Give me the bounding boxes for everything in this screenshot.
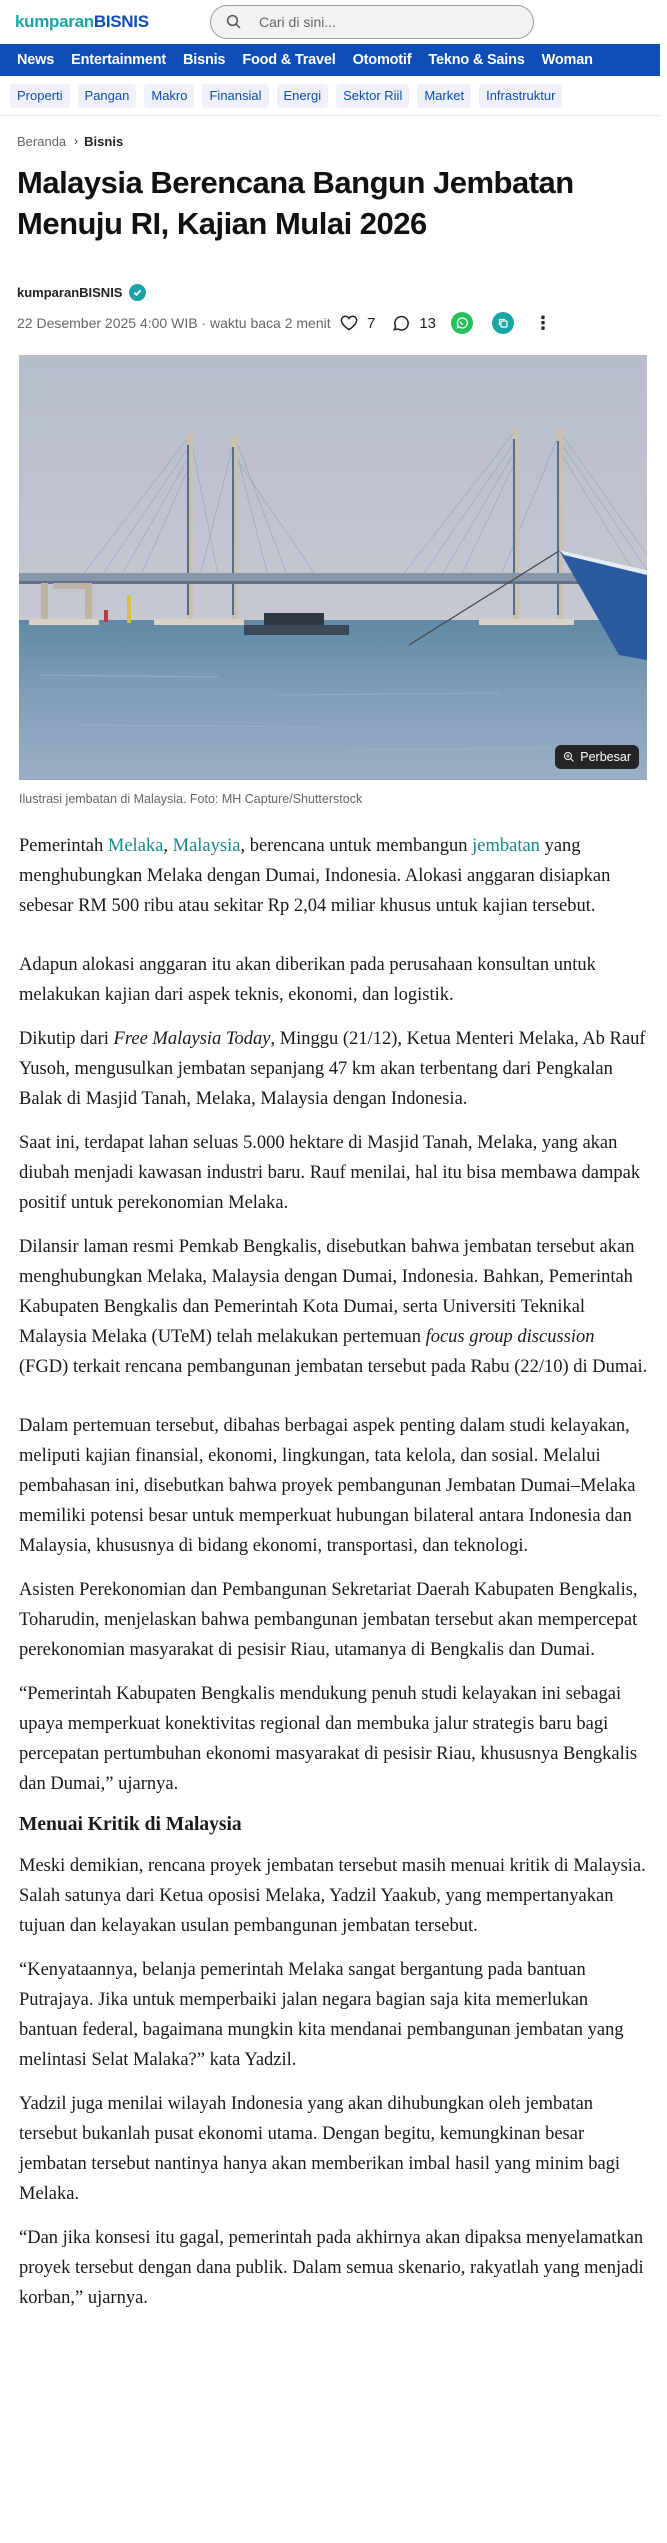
- heart-icon: [339, 313, 359, 333]
- text: , Minggu (21/12), Ketua Menteri Melaka, Ab Rauf Yusoh, mengusulkan jembatan sepanjang 47 km akan terbentang dari Pengkalan Balak di Masjid Tanah, Melaka, Malaysia dengan Indonesia.: [19, 1029, 646, 1109]
- tag-link-malaysia[interactable]: Malaysia: [172, 836, 241, 856]
- zoom-in-icon: [563, 751, 575, 763]
- chip-energi[interactable]: Energi: [277, 84, 329, 108]
- copy-link-button[interactable]: [492, 312, 514, 334]
- publish-date: 22 Desember 2025 4:00 WIB · waktu baca 2 menit: [17, 315, 331, 331]
- author-row: [0, 244, 667, 301]
- paragraph-12: “Dan jika konsesi itu gagal, pemerintah pada akhirnya akan dipaksa menyelamatkan proyek tersebut dengan dana publik. Dalam semua skenario, rakyatlah yang menjadi korban,” ujarnya.: [19, 2228, 644, 2308]
- tag-link-jembatan[interactable]: jembatan: [472, 836, 540, 856]
- site-header: [0, 0, 667, 44]
- nav-item-bisnis[interactable]: Bisnis: [182, 52, 226, 68]
- chip-makro[interactable]: Makro: [144, 84, 194, 108]
- comment-button[interactable]: [391, 313, 436, 333]
- chip-sektor-riil[interactable]: Sektor Riil: [336, 84, 409, 108]
- breadcrumb: [0, 116, 667, 152]
- nav-item-otomotif[interactable]: Otomotif: [352, 52, 412, 68]
- paragraph-2: Adapun alokasi anggaran itu akan diberikan pada perusahaan konsultan untuk melakukan kajian dari aspek teknis, ekonomi, dan logistik.: [19, 955, 596, 1005]
- like-count: 7: [367, 314, 376, 332]
- article-body: [0, 817, 667, 2367]
- paragraph-4: Saat ini, terdapat lahan seluas 5.000 hektare di Masjid Tanah, Melaka, yang akan diubah menjadi kawasan industri baru. Rauf menilai, hal itu bisa membawa dampak positif untuk perekonomian Melaka.: [19, 1133, 641, 1213]
- chip-properti[interactable]: Properti: [10, 84, 70, 108]
- image-caption: Ilustrasi jembatan di Malaysia. Foto: MH Capture/Shutterstock: [19, 792, 363, 806]
- enlarge-label: Perbesar: [580, 750, 631, 764]
- tag-link-melaka[interactable]: Melaka: [107, 836, 164, 856]
- comment-icon: [391, 313, 411, 333]
- paragraph-9: Meski demikian, rencana proyek jembatan tersebut masih menuai kritik di Malaysia. Salah satunya dari Ketua oposisi Melaka, Yadzil Yaakub, yang mempertanyakan tujuan dan kelayakan usulan pembangunan jembatan tersebut.: [19, 1856, 646, 1936]
- article-meta: [0, 301, 667, 335]
- verified-badge-icon: [129, 284, 146, 301]
- enlarge-image-button[interactable]: [555, 745, 639, 769]
- whatsapp-share-button[interactable]: [451, 312, 473, 334]
- logo-suffix: BISNIS: [93, 12, 149, 31]
- copy-icon: [497, 317, 509, 329]
- chip-market[interactable]: Market: [417, 84, 471, 108]
- paragraph-6: Dalam pertemuan tersebut, dibahas berbagai aspek penting dalam studi kelayakan, meliputi kajian finansial, ekonomi, lingkungan, tata kelola, dan sosial. Melalui pembahasan ini, disebutkan bahwa proyek pembangunan Jembatan Dumai–Melaka memiliki potensi besar untuk memperkuat hubungan bilateral antara Indonesia dan Malaysia, khususnya di bidang ekonomi, transportasi, dan teknologi.: [19, 1416, 636, 1556]
- article-title: Malaysia Berencana Bangun Jembatan Menuju RI, Kajian Mulai 2026: [17, 165, 574, 241]
- author-name[interactable]: kumparanBISNIS: [17, 285, 123, 300]
- chevron-right-icon: ›: [74, 134, 79, 148]
- site-logo[interactable]: [15, 12, 210, 32]
- paragraph-5: [19, 1232, 648, 1382]
- text: (FGD) terkait rencana pembangunan jembatan tersebut pada Rabu (22/10) di Dumai.: [19, 1357, 648, 1377]
- search-icon: [225, 13, 243, 31]
- breadcrumb-current[interactable]: Bisnis: [84, 133, 124, 149]
- bridge-photo: [19, 355, 647, 780]
- source-name: Free Malaysia Today: [113, 1029, 271, 1049]
- more-options-icon[interactable]: ⋮: [534, 312, 553, 333]
- logo-prefix: kumparan: [15, 12, 94, 31]
- nav-item-woman[interactable]: Woman: [541, 52, 593, 68]
- article-image[interactable]: [19, 355, 647, 780]
- text: Dilansir laman resmi Pemkab Bengkalis, disebutkan bahwa jembatan tersebut akan menghubungkan Melaka, Malaysia dengan Dumai, Indonesia. Bahkan, Pemerintah Kabupaten Bengkalis dan Pemerintah Kota Dumai, serta Universiti Teknikal Malaysia Melaka (UTeM) telah melakukan pertemuan: [19, 1237, 635, 1347]
- paragraph-10: “Kenyataannya, belanja pemerintah Melaka sangat bergantung pada bantuan Putrajaya. Jika untuk memperbaiki jalan negara bagian saja kita memerlukan bantuan federal, bagaimana mungkin kita mendanai pembangunan jembatan yang melintasi Selat Malaka?” kata Yadzil.: [19, 1960, 624, 2070]
- chip-infrastruktur[interactable]: Infrastruktur: [479, 84, 562, 108]
- emphasis: focus group discussion: [425, 1327, 595, 1347]
- nav-item-food-travel[interactable]: Food & Travel: [242, 52, 336, 68]
- whatsapp-icon: [455, 316, 469, 330]
- paragraph-3: [19, 1024, 648, 1114]
- text: Dikutip dari: [19, 1029, 114, 1049]
- section-heading: Menuai Kritik di Malaysia: [19, 1814, 242, 1835]
- text: ,: [163, 836, 173, 856]
- subcategory-nav: [0, 76, 660, 116]
- paragraph-1: [19, 831, 648, 921]
- text: , berencana untuk membangun: [240, 836, 473, 856]
- paragraph-11: Yadzil juga menilai wilayah Indonesia yang akan dihubungkan oleh jembatan tersebut bukanlah pusat ekonomi utama. Dengan begitu, kemungkinan besar jembatan tersebut nantinya hanya akan memberikan imbal hasil yang minim bagi Melaka.: [19, 2094, 621, 2204]
- search-box[interactable]: [210, 5, 534, 39]
- breadcrumb-home[interactable]: Beranda: [17, 133, 67, 149]
- search-input[interactable]: [259, 14, 499, 30]
- nav-item-tekno-sains[interactable]: Tekno & Sains: [428, 52, 525, 68]
- nav-item-news[interactable]: News: [17, 52, 55, 68]
- main-nav: [0, 44, 660, 76]
- chip-pangan[interactable]: Pangan: [78, 84, 137, 108]
- paragraph-7: Asisten Perekonomian dan Pembangunan Sekretariat Daerah Kabupaten Bengkalis, Toharudin, menjelaskan bahwa pembangunan jembatan tersebut akan mempercepat perekonomian masyarakat di pesisir Riau, utamanya di Bengkalis dan Dumai.: [19, 1580, 638, 1660]
- text: yang menghubungkan Melaka dengan Dumai, Indonesia. Alokasi anggaran disiapkan sebesar RM 500 ribu atau sekitar Rp 2,04 miliar khusus untuk kajian tersebut.: [19, 836, 611, 916]
- text: Pemerintah: [19, 836, 108, 856]
- nav-item-entertainment[interactable]: Entertainment: [71, 52, 166, 68]
- paragraph-8: “Pemerintah Kabupaten Bengkalis mendukung penuh studi kelayakan ini sebagai upaya memperkuat konektivitas regional dan membuka jalur strategis baru bagi percepatan pertumbuhan ekonomi masyarakat di pesisir Riau, khususnya Bengkalis dan Dumai,” ujarnya.: [19, 1684, 638, 1794]
- like-button[interactable]: [339, 313, 375, 333]
- chip-finansial[interactable]: Finansial: [202, 84, 268, 108]
- comment-count: 13: [419, 314, 437, 332]
